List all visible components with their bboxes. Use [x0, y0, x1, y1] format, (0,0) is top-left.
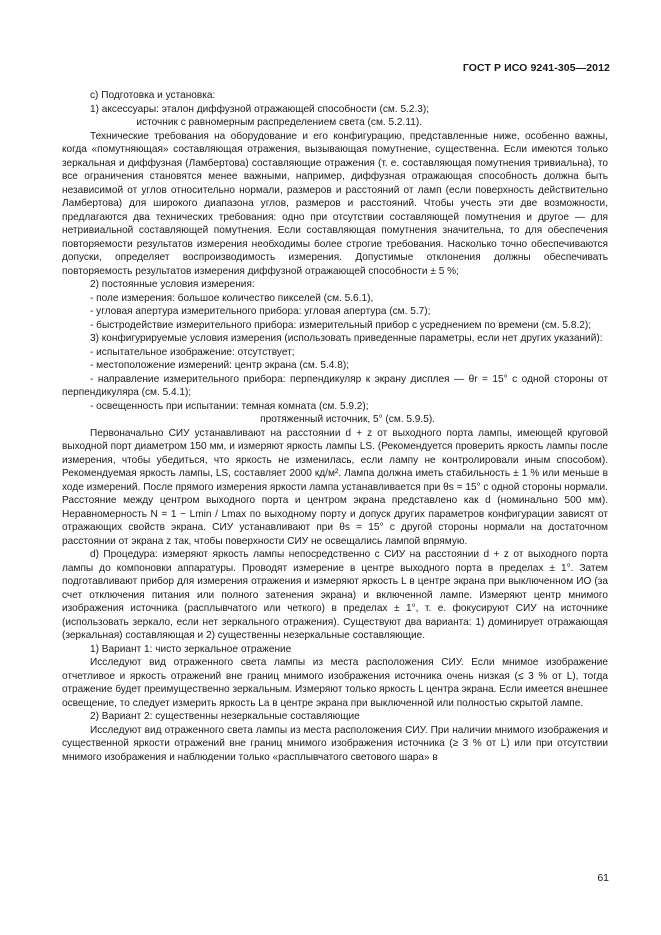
document-body — [62, 89, 608, 764]
paragraph: - угловая апертура измерительного прибора: угловая апертура (см. 5.7); — [90, 306, 431, 317]
paragraph: - направление измерительного прибора: перпендикуляр к экрану дисплея — θr = 15° с одной стороны от перпендикуляра (см. 5.4.1); — [62, 373, 608, 398]
paragraph: - поле измерения: большое количество пикселей (см. 5.6.1), — [90, 292, 374, 304]
paragraph: - быстродействие измерительного прибора: измерительный прибор с усреднением по времени (см. 5.8.2); — [90, 319, 592, 331]
paragraph: Первоначально СИУ устанавливают на расстоянии d + z от выходного порта лампы, имеющей круговой выходной порт диаметром 150 мм, и измеряют яркость лампы LS. (Рекомендуется проверить яркость лампы после измерения, чтобы убедиться, что яркость не изменилась, если лампу не контролировали иным способом). Рекомендуемая яркость лампы, LS, составляет 2000 кд/м². Лампа должна иметь стабильность ± 1 % или меньше в ходе измерений. После прямого измерения яркости лампа устанавливается при θs = 15° с одной стороны нормали. Расстояние между центром выходного порта и центром экрана представлено как d (номинально 500 мм). Неравномерность N = 1 − Lmin / Lmax по выходному порту и допуск других параметров конфигурации зависят от отражающих свойств экрана. СИУ устанавливают при θs = 15° с другой стороны нормали на достаточном расстоянии от экрана z так, чтобы поверхности СИУ не освещались лампой впрямую. — [62, 427, 608, 547]
paragraph: источник с равномерным распределением света (см. 5.2.11). — [136, 117, 422, 128]
paragraph: Исследуют вид отраженного света лампы из места расположения СИУ. При наличии мнимого изображения и существенной яркости отражений вне границ мнимого изображения источника (≥ 3 % от L) или при отсутствии мнимого изображения и наблюдении только «расплывчатого светового шара» в — [62, 724, 608, 763]
paragraph: 2) Вариант 2: существенны незеркальные составляющие — [90, 711, 360, 722]
paragraph: Технические требования на оборудование и его конфигурацию, представленные ниже, особенно важны, когда «помутняющая» составляющая отражения, вызывающая помутнение, существенна. Если имеются только зеркальная и диффузная (Ламбертова) составляющие отражения (т. е. составляющая помутнения тривиальна), то все ограничения становятся менее важными, например, диффузная отражающая способность должна быть независимой от углов относительно нормали, размеров и расстояний от ламп (если поверхность действительно Ламбертова) для широкого диапазона углов, размеров и расстояний. Чтобы учесть эти две возможности, предлагаются два технических требования: одно при отсутствии составляющей помутнения и другое — для нетривиальной составляющей помутнения. Если составляющая помутнения значительна, то для обеспечения повторяемости результатов измерения необходимы более строгие требования. Насколько точно обеспечиваются допуски, определяет воспроизводимость измерения. Допустимые отклонения должны обеспечивать повторяемость результатов измерения диффузной отражающей способности ± 5 %; — [62, 130, 608, 277]
paragraph: 2) постоянные условия измерения: — [90, 279, 255, 290]
paragraph: протяженный источник, 5° (см. 5.9.5). — [260, 414, 435, 425]
paragraph: d) Процедура: измеряют яркость лампы непосредственно с СИУ на расстоянии d + z от выходного порта лампы до компоновки аппаратуры. Проводят измерение в центре выходного порта в пределах ± 1°. Затем подготавливают прибор для измерения отражения и измеряют яркость L в центре экрана при выключенном ИО (за счет отключения питания или полного затенения экрана) и включенной лампе. Измеряют центр мнимого изображения источника (расплывчатого или четкого) в пределах ± 1°, т. е. фокусируют СИУ на источнике (использовать зеркало, если нет зеркального отражения). Существуют два варианта: 1) доминирует отражающая (зеркальная) составляющая и 2) существенны незеркальные составляющие. — [62, 549, 608, 641]
paragraph: 1) аксессуары: эталон диффузной отражающей способности (см. 5.2.3); — [90, 103, 430, 115]
document-header: ГОСТ Р ИСО 9241-305—2012 — [462, 62, 610, 74]
paragraph: - освещенность при испытании: темная комната (см. 5.9.2); — [90, 400, 369, 412]
paragraph: - местоположение измерений: центр экрана (см. 5.4.8); — [90, 360, 350, 371]
paragraph: 1) Вариант 1: чисто зеркальное отражение — [90, 643, 292, 655]
paragraph: 3) конфигурируемые условия измерения (использовать приведенные параметры, если нет других указаний): — [90, 333, 603, 344]
paragraph: - испытательное изображение: отсутствует; — [90, 346, 295, 358]
paragraph: c) Подготовка и установка: — [90, 90, 216, 101]
paragraph: Исследуют вид отраженного света лампы из места расположения СИУ. Если мнимое изображение отчетливое и яркость отражений вне границ мнимого изображения источника очень низкая (≤ 3 % от L), тогда отражение будет преимущественно зеркальным. Измеряют только яркость L центра экрана. Если имеется внешнее освещение, то следует измерить яркость La в центре экрана при выключенной или полностью скрытой лампе. — [62, 657, 608, 709]
page-number: 61 — [597, 872, 609, 884]
